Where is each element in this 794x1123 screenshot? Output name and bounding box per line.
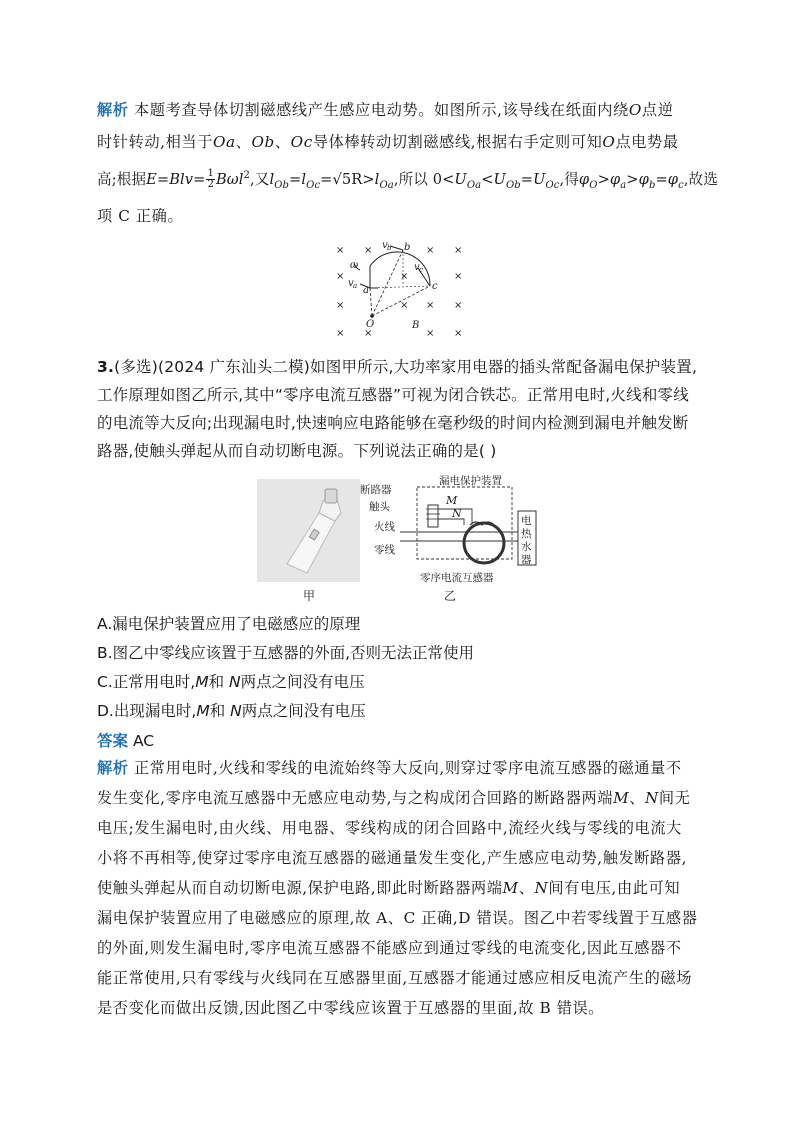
label-c: c [432, 281, 438, 292]
text: 小将不再相等,使穿过零序电流互感器的磁通量发生变化,产生感应电动势,触发断路器, [97, 849, 688, 867]
sub: c [678, 179, 684, 191]
text: 、 [629, 789, 646, 807]
text: 点电势最 [615, 133, 679, 151]
text: ,得 [559, 170, 579, 188]
var: N [230, 702, 242, 720]
field-cross: × [336, 328, 345, 339]
text: 漏电保护装置应用了电磁感应的原理,故 A、C 正确,D 错误。图乙中若零线置于互感器 [97, 909, 698, 927]
text: 间有电压,由此可知 [548, 879, 681, 897]
sub: a [620, 179, 627, 191]
sub: O [589, 179, 598, 191]
analysis-line-3 [97, 165, 718, 197]
toroid-sensor [464, 523, 504, 563]
label-n: N [452, 507, 462, 520]
field-cross: × [400, 300, 409, 311]
label-omega: ω [350, 260, 359, 271]
sub: Oc [545, 179, 560, 191]
var: l [301, 170, 307, 188]
text: 点逆 [641, 101, 674, 119]
analysis-label: 解析 [97, 101, 129, 119]
answer-value: AC [132, 732, 155, 750]
dashed-oc [372, 286, 430, 316]
field-cross: × [454, 328, 463, 339]
text: ,又 [250, 170, 270, 188]
text: = [520, 170, 534, 188]
label-live: 火线 [374, 521, 395, 533]
text: 高;根据 [97, 170, 147, 188]
var: Ob [251, 133, 275, 151]
heater-char: 水 [521, 541, 532, 553]
label-contact: 触头 [369, 501, 390, 513]
option-a [97, 613, 360, 635]
field-cross: × [364, 245, 373, 256]
option-key: B. [97, 644, 113, 662]
text: 的电流等大反向;出现漏电时,快速响应电路能够在毫秒级的时间内检测到漏电并触发断 [97, 414, 689, 432]
text: 、 [235, 133, 252, 151]
field-cross: × [336, 245, 345, 256]
text: 、 [518, 879, 535, 897]
text: (多选)(2024 广东汕头二模)如图甲所示,大功率家用电器的插头常配备漏电保护装置, [114, 358, 698, 376]
text: ,所以 0< [393, 170, 455, 188]
text: < [481, 170, 494, 188]
option-key: C. [97, 673, 113, 691]
analysis-line-2 [97, 131, 679, 153]
frac-den: 2 [207, 179, 214, 191]
option-text: 两点之间没有电压 [241, 702, 366, 720]
analysis-line-4 [97, 205, 183, 227]
text: 导体棒转动切割磁感线,根据右手定则可知 [312, 133, 603, 151]
label-vc-sub: c [419, 266, 423, 274]
text: 的外面,则发生漏电时,零序电流互感器不能感应到通过零线的电流变化,因此互感器不 [97, 939, 682, 957]
option-text: 和 [208, 673, 225, 691]
var: l [269, 170, 275, 188]
label-va: v [348, 278, 354, 289]
sub: Ob [274, 179, 290, 191]
field-cross: × [426, 245, 435, 256]
label-a: a [363, 285, 369, 296]
label-b: b [404, 242, 411, 253]
text: ,故选 [683, 170, 718, 188]
analysis2-line-3 [97, 817, 682, 839]
question-3-line-4 [97, 440, 497, 462]
caption-yi: 乙 [444, 589, 457, 603]
cable [325, 489, 337, 503]
option-text: 和 [209, 702, 226, 720]
sub: b [648, 179, 656, 191]
option-text: 出现漏电时, [113, 702, 197, 720]
field-cross: × [400, 271, 409, 282]
text: 间无 [658, 789, 691, 807]
field-cross: × [454, 271, 463, 282]
question-3-line-2 [97, 384, 689, 406]
question-number: 3. [97, 358, 115, 376]
option-text: 两点之间没有电压 [240, 673, 365, 691]
analysis2-line-8 [97, 967, 692, 989]
frac-num: 1 [207, 168, 214, 180]
text: 本题考查导体切割磁感线产生感应电动势。如图所示,该导线在纸面内绕 [134, 101, 629, 119]
dashed-ac [370, 286, 430, 288]
sub: Oc [306, 179, 321, 191]
velocity-arrow-b [390, 246, 403, 250]
var: O [602, 133, 616, 151]
text: 正常用电时,火线和零线的电流始终等大反向,则穿过零序电流互感器的磁通量不 [134, 759, 682, 777]
text: 时针转动,相当于 [97, 133, 213, 151]
field-cross: × [426, 300, 435, 311]
analysis-label: 解析 [97, 759, 129, 777]
text: = [289, 170, 302, 188]
option-key: D. [97, 702, 114, 720]
text: 是否变化而做出反馈,因此图乙中零线应该置于互感器的里面,故 B 错误。 [97, 999, 605, 1017]
analysis2-line-9 [97, 997, 604, 1019]
leakage-circuit-figure [360, 475, 545, 583]
field-cross: × [336, 300, 345, 311]
label-vb-sub: b [387, 244, 392, 252]
label-o: O [366, 319, 375, 330]
analysis2-line-2 [97, 787, 690, 809]
var: M [196, 702, 210, 720]
formula: E=Blv= [146, 170, 206, 188]
var: l [374, 170, 380, 188]
text: 电压;发生漏电时,由火线、用电器、零线构成的闭合回路中,流经火线与零线的电流大 [97, 819, 682, 837]
text: >φ [597, 170, 621, 188]
plug-photo [257, 479, 360, 582]
field-cross: × [336, 271, 345, 282]
text: =√5R> [320, 170, 375, 188]
formula: Bωl [215, 170, 244, 188]
answer-label: 答案 [97, 732, 129, 750]
field-cross: × [454, 245, 463, 256]
var: O [628, 101, 642, 119]
heater-char: 器 [521, 554, 532, 566]
text: =φ [655, 170, 679, 188]
caption-jia: 甲 [303, 589, 316, 603]
var: Oa [212, 133, 236, 151]
text: 能正常使用,只有零线与火线同在互感器里面,互感器才能通过感应相反电流产生的磁场 [97, 969, 692, 987]
fraction [206, 169, 214, 190]
text: 使触头弹起从而自动切断电源,保护电路,即此时断路器两端 [97, 879, 503, 897]
field-cross: × [364, 328, 373, 339]
var: Oc [290, 133, 313, 151]
option-text: 正常用电时, [112, 673, 196, 691]
analysis2-line-4 [97, 847, 687, 869]
option-b [97, 642, 474, 664]
option-c [97, 671, 365, 693]
answer-line [97, 730, 154, 752]
field-cross: × [426, 328, 435, 339]
label-m: M [446, 494, 458, 507]
text: >φ [626, 170, 649, 188]
var: M [195, 673, 209, 691]
sub: Ob [505, 179, 521, 191]
label-device: 漏电保护装置 [439, 475, 502, 487]
pivot-o [370, 314, 374, 318]
var: U [454, 170, 467, 188]
analysis2-line-1 [97, 757, 682, 779]
field-cross: × [454, 300, 463, 311]
plug-illustration [257, 479, 360, 582]
label-neutral: 零线 [374, 544, 395, 556]
var: M [502, 879, 519, 897]
analysis-line-1 [97, 99, 674, 121]
question-3-line-3 [97, 412, 688, 434]
text: 工作原理如图乙所示,其中“零序电流互感器”可视为闭合铁芯。正常用电时,火线和零线 [97, 386, 689, 404]
var: U [533, 170, 546, 188]
var: U [493, 170, 506, 188]
label-breaker: 断路器 [360, 484, 392, 496]
label-va-sub: a [353, 282, 358, 290]
dashed-ob [372, 250, 403, 316]
text: 发生变化,零序电流互感器中无感应电动势,与之构成闭合回路的断路器两端 [97, 789, 614, 807]
question-3-line-1 [97, 356, 697, 378]
rotating-conductor-figure [330, 238, 470, 342]
label-vc: v [414, 262, 420, 273]
sup: 2 [243, 170, 250, 181]
text: 路器,使触头弹起从而自动切断电源。下列说法正确的是( ) [97, 442, 497, 460]
text: 项 C 正确。 [97, 207, 184, 225]
analysis2-line-5 [97, 877, 680, 899]
option-d [97, 700, 366, 722]
label-sensor: 零序电流互感器 [420, 572, 494, 583]
var: N [229, 673, 241, 691]
analysis2-line-7 [97, 937, 682, 959]
option-key: A. [97, 615, 113, 633]
breaker-coil [428, 505, 438, 527]
var: N [534, 879, 549, 897]
text: 、 [274, 133, 291, 151]
dashed-oa [370, 288, 372, 316]
var: M [613, 789, 630, 807]
analysis2-line-6 [97, 907, 697, 929]
heater-char: 电 [521, 515, 532, 527]
heater-char: 热 [521, 528, 532, 540]
var: φ [578, 170, 590, 188]
option-text: 漏电保护装置应用了电磁感应的原理 [112, 615, 361, 633]
var: N [645, 789, 659, 807]
option-text: 图乙中零线应该置于互感器的外面,否则无法正常使用 [112, 644, 474, 662]
sub: Oa [379, 179, 394, 191]
label-vb: v [382, 240, 388, 251]
label-B: B [412, 320, 420, 331]
sub: Oa [466, 179, 482, 191]
